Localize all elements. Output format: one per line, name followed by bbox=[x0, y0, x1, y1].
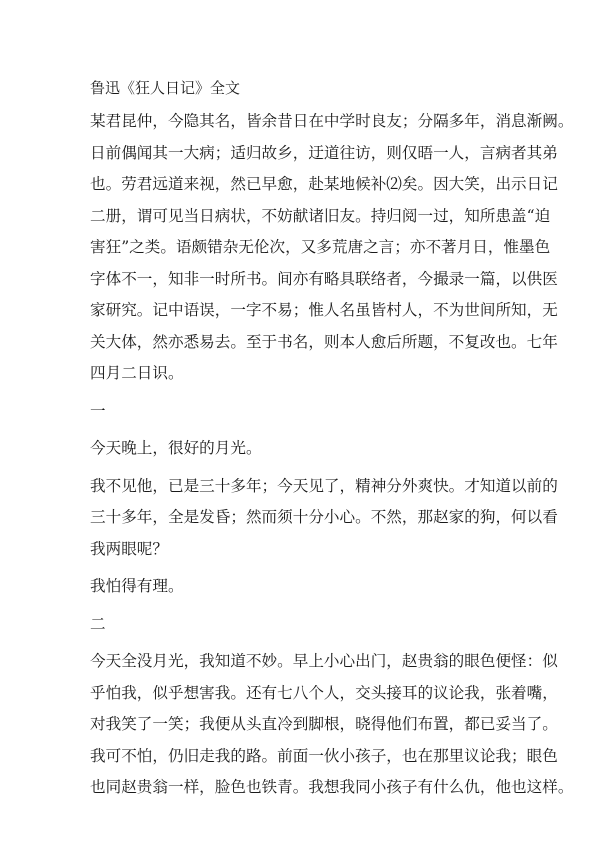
text-line: 今天全没月光，我知道不妙。早上小心出门，赵贵翁的眼色便怪：似 bbox=[90, 652, 558, 670]
text-line: 我怕得有理。 bbox=[90, 577, 184, 595]
text-line: 关大体，然亦悉易去。至于书名，则本人愈后所题，不复改也。七年 bbox=[90, 332, 558, 351]
text-line: 乎怕我，似乎想害我。还有七八个人，交头接耳的议论我，张着嘴， bbox=[90, 683, 558, 702]
text-line: 四月二日识。 bbox=[90, 364, 184, 382]
text-line: 也同赵贵翁一样，脸色也铁青。我想我同小孩子有什么仇，他也这样。 bbox=[90, 778, 574, 796]
section-number-2: 二 bbox=[90, 614, 106, 633]
text-line: 某君昆仲，今隐其名，皆余昔日在中学时良友；分隔多年，消息渐阙。 bbox=[90, 112, 574, 130]
text-line: 我不见他，已是三十多年；今天见了，精神分外爽快。才知道以前的 bbox=[90, 476, 558, 495]
preface-paragraph bbox=[90, 106, 574, 390]
section1-paragraph-1 bbox=[90, 433, 520, 465]
text-line: 三十多年，全是发昏；然而须十分小心。不然，那赵家的狗，何以看 bbox=[90, 508, 558, 526]
section2-paragraph-1 bbox=[90, 646, 574, 804]
section-number-1: 一 bbox=[90, 401, 106, 420]
text-line: 我可不怕，仍旧走我的路。前面一伙小孩子，也在那里议论我；眼色 bbox=[90, 746, 558, 765]
text-line: 家研究。记中语误，一字不易；惟人名虽皆村人，不为世间所知，无 bbox=[90, 301, 558, 319]
section1-paragraph-3 bbox=[90, 571, 520, 603]
text-line: 二册，谓可见当日病状，不妨献诸旧友。持归阅一过，知所患盖“迫 bbox=[90, 206, 551, 225]
text-line: 字体不一，知非一时所书。间亦有略具联络者，今撮录一篇，以供医 bbox=[90, 269, 558, 288]
text-line: 日前偶闻其一大病；适归故乡，迂道往访，则仅晤一人，言病者其弟 bbox=[90, 143, 558, 162]
text-line: 对我笑了一笑；我便从头直冷到脚根，晓得他们布置，都已妥当了。 bbox=[90, 715, 558, 733]
section1-paragraph-2 bbox=[90, 471, 558, 566]
document-page bbox=[90, 70, 574, 804]
document-title: 鲁迅《狂人日记》全文 bbox=[90, 79, 241, 97]
text-line: 今天晚上，很好的月光。 bbox=[90, 439, 262, 457]
text-line: 害狂”之类。语颇错杂无伦次，又多荒唐之言；亦不著月日，惟墨色 bbox=[90, 238, 551, 256]
text-line: 我两眼呢？ bbox=[90, 539, 168, 558]
text-line: 也。劳君远道来视，然已早愈，赴某地候补⑵矣。因大笑，出示日记 bbox=[90, 175, 558, 193]
